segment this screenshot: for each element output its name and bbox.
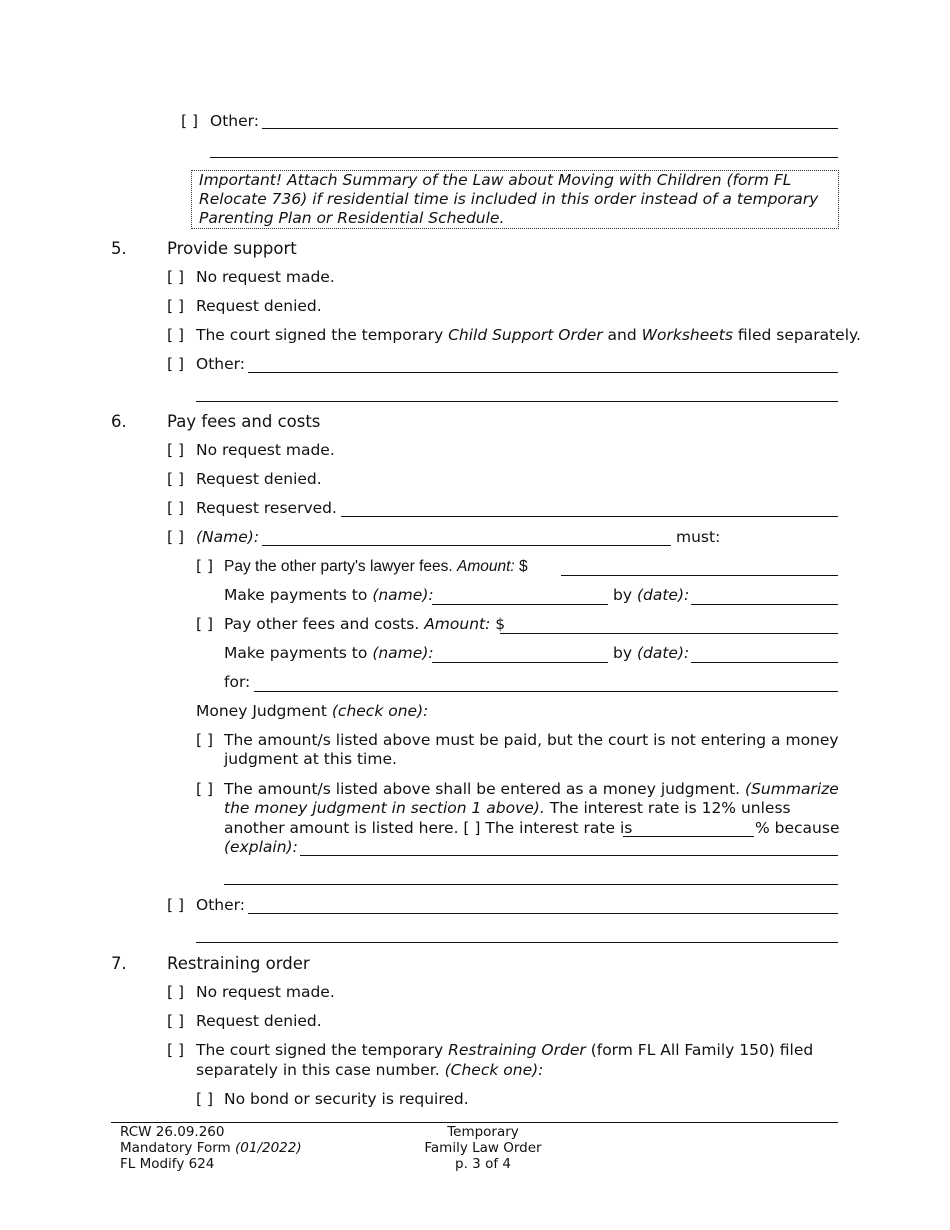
checkbox[interactable]: [ ] xyxy=(181,112,199,130)
checkbox[interactable]: [ ] xyxy=(167,268,185,286)
explain-label: (explain): xyxy=(224,838,298,856)
other-fill-line-2[interactable] xyxy=(210,157,838,158)
important-note-line: Relocate 736) if residential time is included in this order instead of a temporary xyxy=(199,190,819,208)
checkbox[interactable]: [ ] xyxy=(196,731,214,749)
checkbox[interactable]: [ ] xyxy=(167,297,185,315)
check-one-label: (Check one): xyxy=(444,1061,544,1079)
date-fill-line[interactable] xyxy=(691,662,838,663)
footer-form-number: FL Modify 624 xyxy=(120,1156,215,1172)
other-fill-line[interactable] xyxy=(262,128,838,129)
important-note-line: Important! Attach Summary of the Law about Moving with Children (form FL xyxy=(199,171,792,189)
option-label: judgment at this time. xyxy=(224,750,397,768)
option-label: No request made. xyxy=(196,983,335,1001)
check-one-label: (check one): xyxy=(331,702,429,720)
percent-because: % because xyxy=(755,819,840,837)
option-label: Request denied. xyxy=(196,1012,322,1030)
footer-page-number: p. 3 of 4 xyxy=(455,1156,511,1172)
text: Money Judgment xyxy=(196,702,327,720)
text: and xyxy=(607,326,637,344)
must-label: must: xyxy=(676,528,721,546)
text: the money judgment in section 1 above). xyxy=(224,799,545,817)
name-label: (Name): xyxy=(196,528,260,546)
option-label xyxy=(224,780,839,799)
checkbox[interactable]: [ ] xyxy=(167,983,185,1001)
text: Pay the other party's lawyer fees. xyxy=(224,558,453,575)
option-label xyxy=(224,615,505,634)
option-label xyxy=(196,1061,543,1080)
text: Pay other fees and costs. xyxy=(224,615,420,633)
checkbox[interactable]: [ ] xyxy=(167,1012,185,1030)
date-label: (date): xyxy=(636,586,690,604)
option-label: Request reserved. xyxy=(196,499,337,517)
doc-title: Restraining Order xyxy=(448,1041,586,1059)
option-label xyxy=(196,1041,813,1060)
option-label: No request made. xyxy=(196,268,335,286)
option-label: No bond or security is required. xyxy=(224,1090,469,1108)
make-payments-label xyxy=(224,586,434,605)
footer-rcw: RCW 26.09.260 xyxy=(120,1124,225,1140)
checkbox[interactable]: [ ] xyxy=(167,896,185,914)
option-label: another amount is listed here. [ ] The interest rate is xyxy=(224,819,633,837)
footer-form-type xyxy=(120,1140,302,1156)
option-label: The amount/s listed above must be paid, but the court is not entering a money xyxy=(224,731,839,749)
amount-label: Amount: xyxy=(424,615,491,633)
date-label: (date): xyxy=(636,644,690,662)
form-date: (01/2022) xyxy=(235,1140,302,1156)
text: The amount/s listed above shall be entered as a money judgment. xyxy=(224,780,741,798)
checkbox[interactable]: [ ] xyxy=(167,499,185,517)
checkbox[interactable]: [ ] xyxy=(167,1041,185,1059)
section-number: 5. xyxy=(111,239,127,258)
section-title: Provide support xyxy=(167,239,297,258)
amount-label: Amount: xyxy=(457,558,515,575)
for-label: for: xyxy=(224,673,251,691)
checkbox[interactable]: [ ] xyxy=(167,355,185,373)
checkbox[interactable]: [ ] xyxy=(167,441,185,459)
text: Make payments to xyxy=(224,644,368,662)
important-note-box xyxy=(191,170,839,229)
checkbox[interactable]: [ ] xyxy=(167,326,185,344)
text: Make payments to xyxy=(224,586,368,604)
other-fill-line[interactable] xyxy=(248,372,838,373)
option-label: Request denied. xyxy=(196,470,322,488)
section-title: Pay fees and costs xyxy=(167,412,321,431)
option-label xyxy=(196,326,861,345)
option-label xyxy=(224,799,791,818)
interest-rate-fill-line[interactable] xyxy=(623,836,754,837)
explain-fill-line-2[interactable] xyxy=(224,884,838,885)
payee-fill-line[interactable] xyxy=(432,662,608,663)
footer-title: Temporary xyxy=(447,1124,519,1140)
doc-title: Child Support Order xyxy=(448,326,603,344)
make-payments-label xyxy=(224,644,434,663)
dollar-sign: $ xyxy=(495,615,506,633)
checkbox[interactable]: [ ] xyxy=(167,528,185,546)
footer-title: Family Law Order xyxy=(424,1140,542,1156)
other-fill-line-2[interactable] xyxy=(196,401,838,402)
payee-fill-line[interactable] xyxy=(432,604,608,605)
option-label: Request denied. xyxy=(196,297,322,315)
other-fill-line[interactable] xyxy=(248,913,838,914)
important-note-line: Parenting Plan or Residential Schedule. xyxy=(199,209,505,227)
other-fill-line-2[interactable] xyxy=(196,942,838,943)
for-fill-line[interactable] xyxy=(254,691,838,692)
name-label: (name): xyxy=(372,644,434,662)
reserved-fill-line[interactable] xyxy=(341,516,838,517)
text: Mandatory Form xyxy=(120,1140,231,1156)
footer-divider xyxy=(111,1122,838,1123)
other-label: Other: xyxy=(210,112,259,130)
text: (Summarize xyxy=(745,780,839,798)
section-number: 6. xyxy=(111,412,127,431)
text: separately in this case number. xyxy=(196,1061,440,1079)
text: (form FL All Family 150) filed xyxy=(590,1041,814,1059)
checkbox[interactable]: [ ] xyxy=(196,1090,214,1108)
checkbox[interactable]: [ ] xyxy=(196,780,214,798)
option-label xyxy=(224,557,528,576)
text: The interest rate is 12% unless xyxy=(549,799,791,817)
checkbox[interactable]: [ ] xyxy=(196,557,214,575)
text: The court signed the temporary xyxy=(196,326,444,344)
text: by xyxy=(613,586,633,604)
explain-fill-line[interactable] xyxy=(300,855,838,856)
amount-fill-line[interactable] xyxy=(561,575,838,576)
other-label: Other: xyxy=(196,355,245,373)
by-label xyxy=(613,644,689,663)
dollar-sign: $ xyxy=(519,558,528,575)
amount-fill-line[interactable] xyxy=(500,633,838,634)
name-label: (name): xyxy=(372,586,434,604)
text: by xyxy=(613,644,633,662)
doc-title: Worksheets xyxy=(641,326,733,344)
text: The court signed the temporary xyxy=(196,1041,444,1059)
section-title: Restraining order xyxy=(167,954,310,973)
checkbox[interactable]: [ ] xyxy=(196,615,214,633)
date-fill-line[interactable] xyxy=(691,604,838,605)
checkbox[interactable]: [ ] xyxy=(167,470,185,488)
other-label: Other: xyxy=(196,896,245,914)
by-label xyxy=(613,586,689,605)
text: filed separately. xyxy=(737,326,861,344)
name-fill-line[interactable] xyxy=(262,545,671,546)
section-number: 7. xyxy=(111,954,127,973)
option-label: No request made. xyxy=(196,441,335,459)
money-judgment-heading xyxy=(196,702,428,721)
